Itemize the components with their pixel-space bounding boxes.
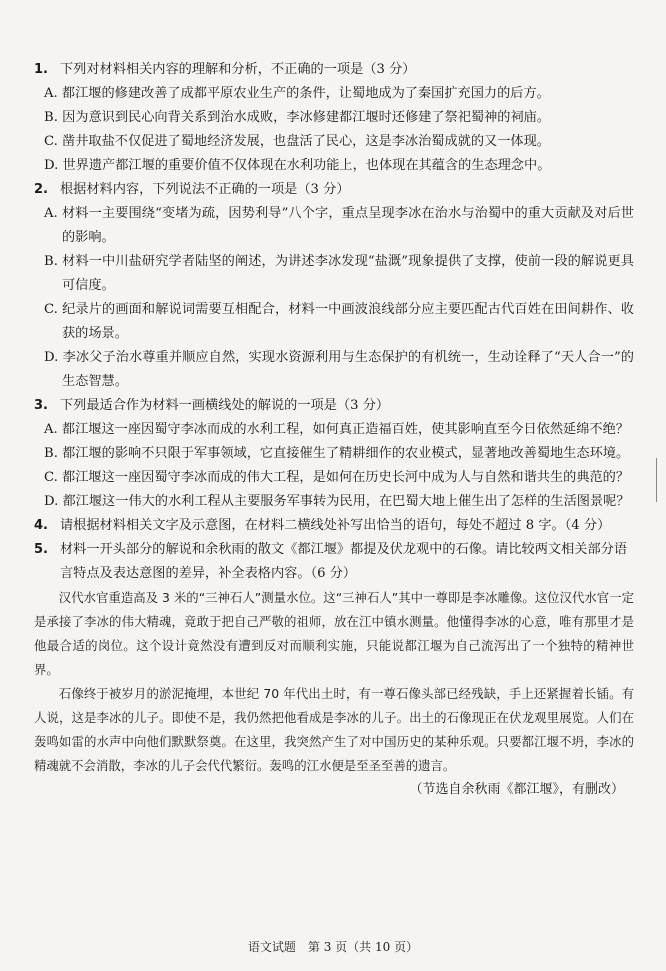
option-d: D. 世界遗产都江堰的重要价值不仅体现在水利功能上，也体现在其蕴含的生态理念中。 (44, 158, 551, 173)
question-stem: 请根据材料相关文字及示意图，在材料二横线处补写出恰当的语句，每处不超过 8 字。（4 分） (60, 518, 611, 533)
option-a: A. 都江堰这一座因蜀守李冰而成的水利工程，如何真正造福百姓，使其影响直至今日依然延绵不绝？ (44, 422, 629, 437)
excerpt-source: （节选自余秋雨《都江堰》，有删改） (409, 782, 624, 797)
option-b: B. 因为意识到民心向背关系到治水成败，李冰修建都江堰时还修建了祭祀蜀神的祠庙。 (44, 110, 551, 125)
option-a: A. 都江堰的修建改善了成都平原农业生产的条件，让蜀地成为了秦国扩充国力的后方。 (44, 86, 550, 101)
excerpt-paragraph-1: 汉代水官重造高及 3 米的“三神石人”测量水位。这“三神石人”其中一尊即是李冰雕像。这位汉代水官一定是承接了李冰的伟大精魂，竟敢于把自己严敬的祖师，放在江中镇水测量。他懂得李冰的心意，唯有那里才是他最合适的岗位。这个设计竟然没有遭到反对而顺利实施，只能说都江堰为自己流泻出了一个独特的精神世界。 (34, 590, 634, 677)
excerpt-paragraph-2: 石像终于被岁月的淤泥掩埋，本世纪 70 年代出土时，有一尊石像头部已经残缺，手上还紧握着长锸。有人说，这是李冰的儿子。即使不是，我仍然把他看成是李冰的儿子。出土的石像现正在伏龙观里展览。人们在轰鸣如雷的水声中向他们默默祭奠。在这里，我突然产生了对中国历史的某种乐观。只要都江堰不坍，李冰的精魂就不会消散，李冰的儿子会代代繁衍。轰鸣的江水便是至圣至善的遗言。 (34, 686, 634, 773)
question-number: 4. (34, 518, 48, 533)
option-a: A. 材料一主要围绕“变堵为疏，因势利导”八个字，重点呈现李冰在治水与治蜀中的重大贡献及对后世的影响。 (44, 206, 634, 245)
question-number: 1. (34, 62, 48, 77)
page-content (34, 58, 634, 802)
option-d: D. 都江堰这一伟大的水利工程从主要服务军事转为民用，在巴蜀大地上催生出了怎样的生活图景呢？ (44, 494, 630, 509)
option-c: C. 都江堰这一座因蜀守李冰而成的伟大工程，是如何在历史长河中成为人与自然和谐共生的典范的？ (44, 470, 630, 485)
question-number: 5. (34, 542, 48, 557)
question-number: 2. (34, 182, 48, 197)
question-stem: 根据材料内容，下列说法不正确的一项是（3 分） (60, 182, 350, 197)
page-footer: 语文试题 第 3 页（共 10 页） (247, 940, 419, 954)
question-stem: 材料一开头部分的解说和余秋雨的散文《都江堰》都提及伏龙观中的石像。请比较两文相关部分语言特点及表达意图的差异，补全表格内容。（6 分） (60, 542, 628, 581)
question-number: 3. (34, 398, 48, 413)
question-5 (34, 538, 634, 586)
option-b: B. 材料一中川盐研究学者陆坚的阐述，为讲述李冰发现“盐溉”现象提供了支撑，使前一段的解说更具可信度。 (44, 254, 634, 293)
question-3 (34, 394, 634, 418)
question-2 (34, 178, 634, 202)
question-stem: 下列最适合作为材料一画横线处的解说的一项是（3 分） (60, 398, 390, 413)
option-c: C. 凿井取盐不仅促进了蜀地经济发展，也盘活了民心，这是李冰治蜀成就的又一体现。 (44, 134, 550, 149)
question-1 (34, 58, 634, 82)
margin-mark (656, 458, 657, 502)
option-d: D. 李冰父子治水尊重并顺应自然，实现水资源利用与生态保护的有机统一，生动诠释了“天人合一”的生态智慧。 (44, 350, 634, 389)
option-c: C. 纪录片的画面和解说词需要互相配合，材料一中画波浪线部分应主要匹配古代百姓在田间耕作、收获的场景。 (44, 302, 634, 341)
option-b: B. 都江堰的影响不只限于军事领域，它直接催生了精耕细作的农业模式，显著地改善蜀地生态环境。 (44, 446, 630, 461)
question-stem: 下列对材料相关内容的理解和分析，不正确的一项是（3 分） (60, 62, 416, 77)
question-4 (34, 514, 634, 538)
